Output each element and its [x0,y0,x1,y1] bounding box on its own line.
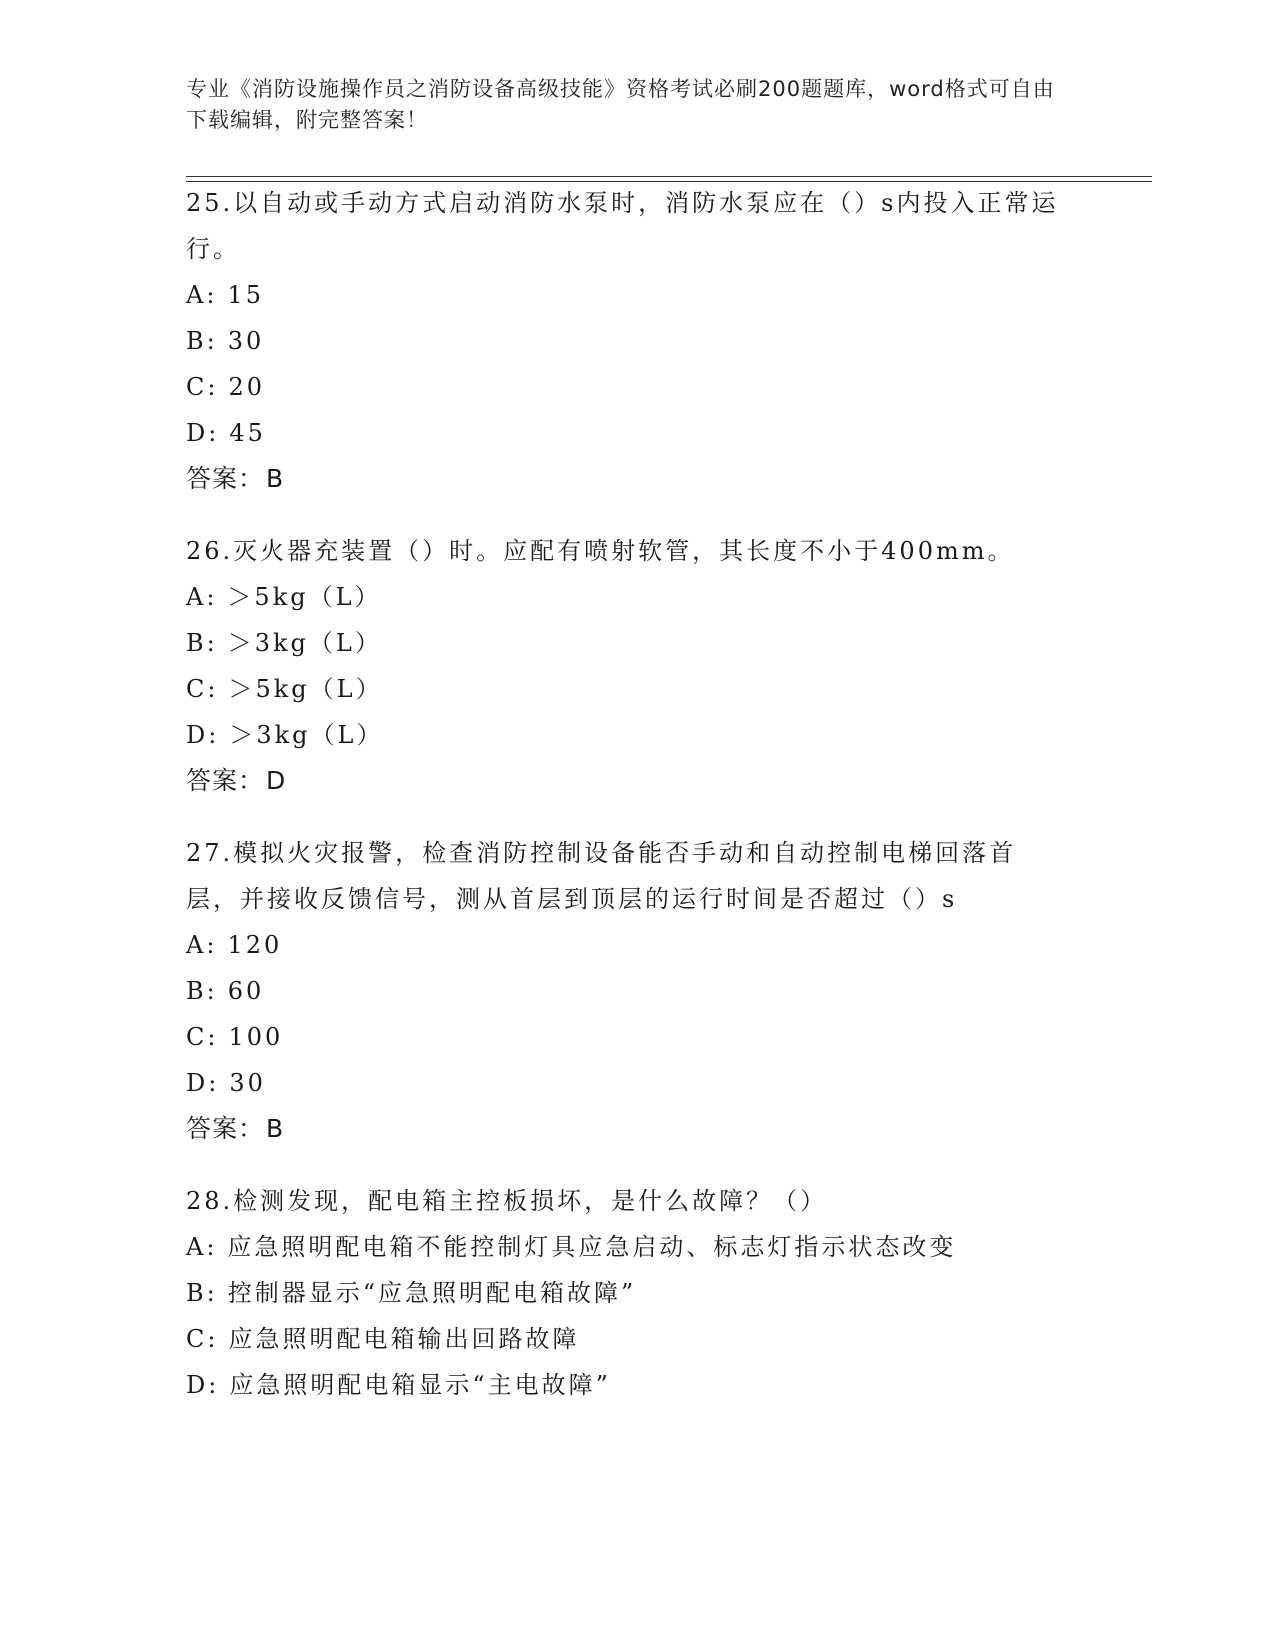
answer-line [186,1106,1066,1152]
question-27 [186,830,1066,1152]
option-text: 应急照明配电箱不能控制灯具应急启动、标志灯指示状态改变 [227,1233,957,1261]
option-a [186,574,1066,620]
option-c [186,1316,1066,1362]
answer-line [186,758,1066,804]
question-26 [186,528,1066,804]
option-text: 45 [229,419,266,447]
option-d [186,712,1066,758]
option-letter: C: [186,373,219,401]
option-text: 60 [227,977,265,1005]
option-b [186,968,1066,1014]
option-letter: C: [186,675,219,703]
option-text: 15 [227,281,264,309]
answer-value: B [266,464,285,493]
option-text: ＞3kg（L） [229,721,384,749]
header-divider-top [186,176,1152,177]
question-28 [186,1178,1066,1408]
answer-line [186,456,1066,502]
option-letter: D: [186,419,220,447]
option-text: 30 [227,327,265,355]
option-d [186,1362,1066,1408]
answer-label: 答案： [186,1114,265,1143]
option-letter: A: [186,931,218,959]
question-stem: 26.灭火器充装置（）时。应配有喷射软管，其长度不小于400mm。 [186,537,1015,565]
option-a [186,272,1066,318]
option-text: 应急照明配电箱显示“主电故障” [229,1371,611,1399]
option-c [186,364,1066,410]
option-text: 应急照明配电箱输出回路故障 [228,1325,580,1353]
option-text: 30 [229,1069,266,1097]
option-c [186,666,1066,712]
option-d [186,1060,1066,1106]
option-d [186,410,1066,456]
option-text: ＞5kg（L） [227,583,382,611]
option-a [186,1224,1066,1270]
answer-value: B [266,1114,285,1143]
option-text: ＞3kg（L） [227,629,382,657]
answer-label: 答案： [186,766,265,795]
option-b [186,318,1066,364]
option-letter: D: [186,1371,220,1399]
question-stem: 25.以自动或手动方式启动消防水泵时，消防水泵应在（）s内投入正常运行。 [186,189,1059,263]
option-letter: A: [186,583,218,611]
option-letter: A: [186,1233,218,1261]
option-text: ＞5kg（L） [228,675,383,703]
option-letter: B: [186,977,218,1005]
option-text: 100 [228,1023,284,1051]
question-stem: 27.模拟火灾报警，检查消防控制设备能否手动和自动控制电梯回落首层，并接收反馈信号，测从首层到顶层的运行时间是否超过（）s [186,839,1017,913]
option-a [186,922,1066,968]
option-c [186,1014,1066,1060]
option-letter: D: [186,1069,220,1097]
option-letter: C: [186,1325,219,1353]
option-letter: B: [186,629,218,657]
answer-label: 答案： [186,464,265,493]
answer-value: D [266,766,287,795]
option-letter: B: [186,1279,218,1307]
document-header: 专业《消防设施操作员之消防设备高级技能》资格考试必刷200题题库，word格式可自由下载编辑，附完整答案！ [186,77,1055,132]
option-text: 控制器显示“应急照明配电箱故障” [227,1279,637,1307]
option-letter: B: [186,327,218,355]
option-letter: D: [186,721,220,749]
option-text: 20 [228,373,265,401]
option-text: 120 [227,931,283,959]
option-b [186,1270,1066,1316]
option-letter: C: [186,1023,219,1051]
option-b [186,620,1066,666]
question-stem: 28.检测发现，配电箱主控板损坏，是什么故障？（） [186,1187,828,1215]
question-25 [186,180,1066,502]
option-letter: A: [186,281,218,309]
